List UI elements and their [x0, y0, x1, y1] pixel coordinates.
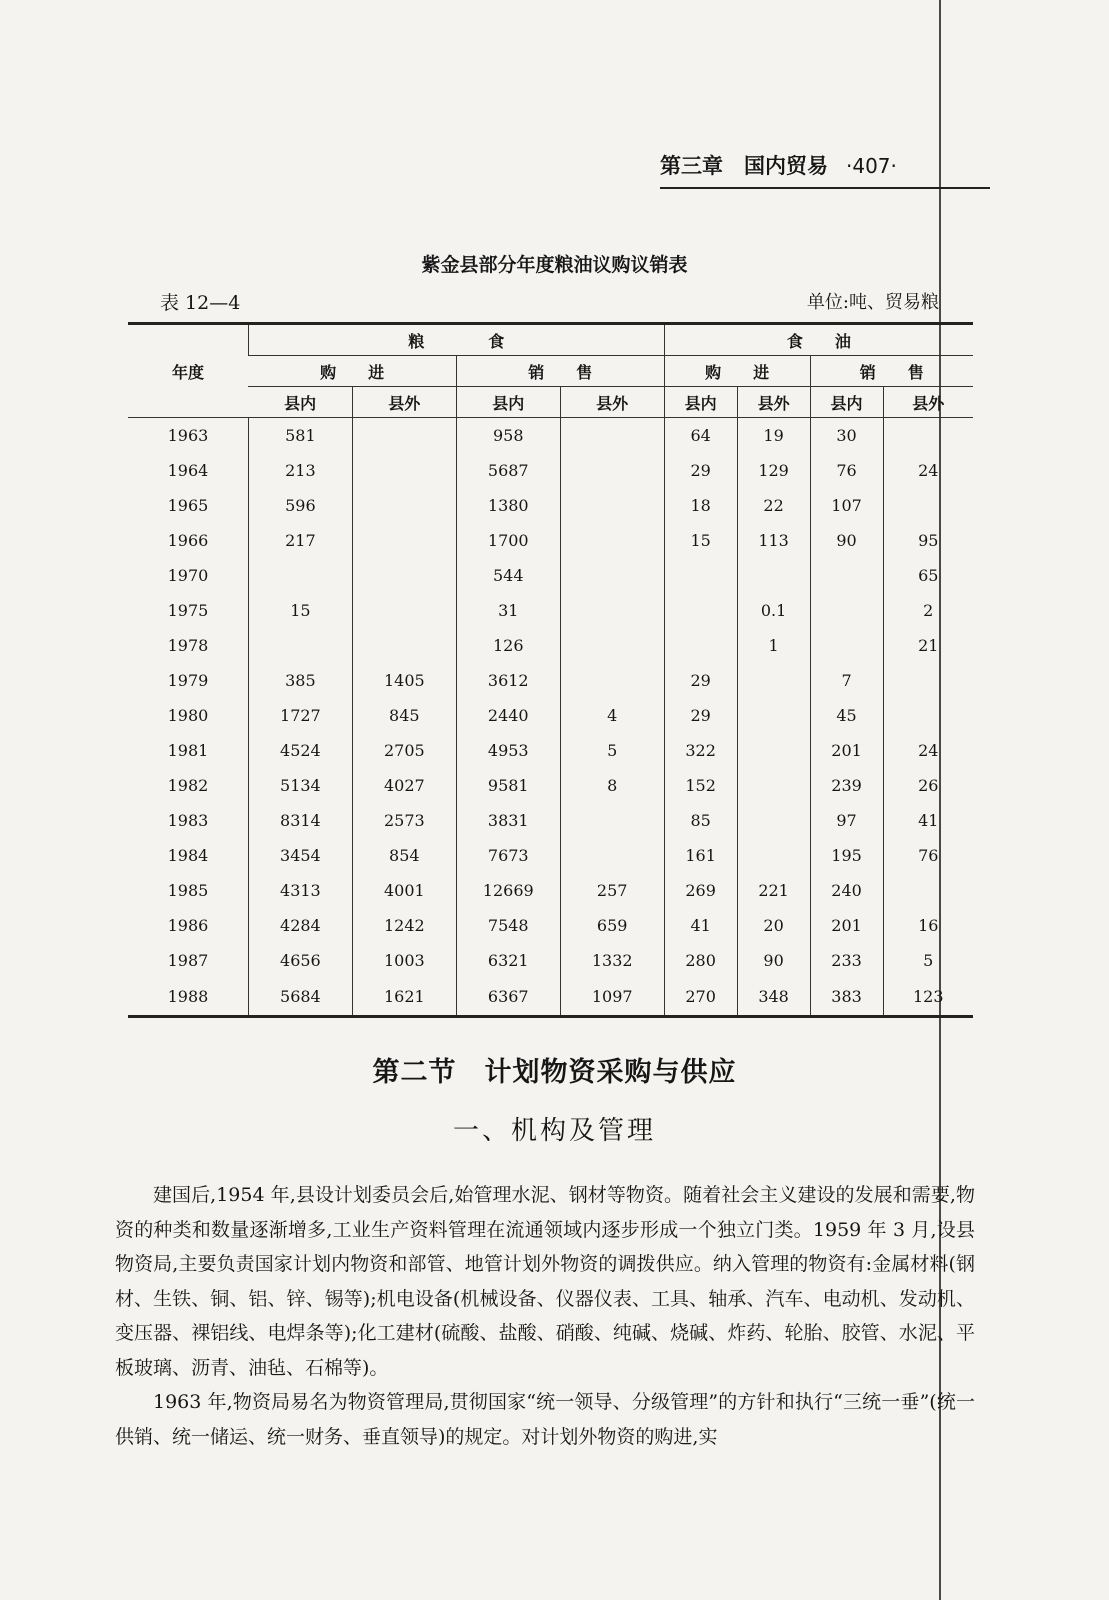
table-cell: 85 — [664, 803, 737, 838]
table-title: 紫金县部分年度粮油议购议销表 — [421, 254, 688, 276]
table-cell — [352, 418, 456, 454]
table-cell: 31 — [456, 593, 560, 628]
table-cell: 15 — [664, 523, 737, 558]
table-cell: 30 — [810, 418, 883, 454]
table-cell — [737, 733, 810, 768]
year-cell: 1988 — [128, 978, 248, 1017]
year-cell: 1965 — [167, 496, 209, 515]
table-cell — [560, 418, 664, 454]
table-row — [128, 698, 973, 733]
in-county-header: 县内 — [456, 387, 560, 418]
table-cell: 269 — [664, 873, 737, 908]
oil-purchase-header: 购 进 — [664, 356, 810, 387]
table-cell — [560, 628, 664, 663]
year-cell: 1975 — [167, 601, 209, 620]
table-cell: 4001 — [352, 873, 456, 908]
year-cell: 1980 — [167, 706, 209, 725]
subsection-title: 一、机构及管理 — [452, 1116, 656, 1146]
table-cell: 4 — [560, 698, 664, 733]
table-cell — [883, 663, 973, 698]
table-cell: 113 — [737, 523, 810, 558]
paragraph: 1963 年,物资局易名为物资管理局,贯彻国家“统一领导、分级管理”的方针和执行“三统一垂”(统一供销、统一储运、统一财务、垂直领导)的规定。对计划外物资的购进,实 — [115, 1391, 975, 1448]
oil-sale-header: 销 售 — [810, 356, 973, 387]
table-cell: 5 — [560, 733, 664, 768]
year-cell: 1970 — [167, 566, 209, 585]
year-cell: 1963 — [167, 426, 209, 445]
grain-oil-table — [128, 322, 973, 1018]
table-cell: 5684 — [248, 978, 352, 1017]
table-cell: 19 — [737, 418, 810, 454]
table-cell: 8314 — [248, 803, 352, 838]
in-county-header: 县内 — [248, 387, 352, 418]
chapter-title: 第三章 国内贸易 — [660, 154, 828, 178]
table-cell: 217 — [248, 523, 352, 558]
table-cell — [810, 593, 883, 628]
out-county-header: 县外 — [883, 387, 973, 418]
table-cell: 348 — [737, 978, 810, 1017]
table-cell: 126 — [456, 628, 560, 663]
table-cell: 201 — [810, 908, 883, 943]
table-body — [128, 418, 973, 1017]
table-row — [128, 558, 973, 593]
table-cell: 95 — [883, 523, 973, 558]
table-row — [128, 628, 973, 663]
table-number: 表 12—4 — [160, 292, 241, 314]
body-text — [115, 1178, 975, 1454]
table-cell: 123 — [883, 978, 973, 1017]
table-unit: 单位:吨、贸易粮 — [806, 292, 939, 313]
table-cell — [248, 628, 352, 663]
table-cell — [737, 698, 810, 733]
table-cell: 97 — [810, 803, 883, 838]
year-cell: 1986 — [167, 916, 209, 935]
table-cell: 9581 — [456, 768, 560, 803]
table-cell — [352, 523, 456, 558]
table-cell: 29 — [664, 453, 737, 488]
table-row — [128, 768, 973, 803]
year-cell: 1966 — [167, 531, 209, 550]
table-cell — [883, 873, 973, 908]
table-row — [128, 803, 973, 838]
table-cell: 6321 — [456, 943, 560, 978]
table-cell — [560, 838, 664, 873]
table-cell: 3831 — [456, 803, 560, 838]
table-cell: 659 — [560, 908, 664, 943]
table-cell: 221 — [737, 873, 810, 908]
table-cell: 0.1 — [737, 593, 810, 628]
table-cell — [810, 628, 883, 663]
table-cell — [352, 593, 456, 628]
table-cell: 240 — [810, 873, 883, 908]
table-cell: 76 — [883, 838, 973, 873]
table-cell: 1097 — [560, 978, 664, 1017]
table-cell: 270 — [664, 978, 737, 1017]
table-cell — [352, 453, 456, 488]
out-county-header: 县外 — [352, 387, 456, 418]
page-number: ·407· — [846, 154, 897, 178]
table-cell: 18 — [664, 488, 737, 523]
year-cell: 1964 — [167, 461, 209, 480]
table-cell: 4524 — [248, 733, 352, 768]
table-cell — [737, 558, 810, 593]
table-cell: 1727 — [248, 698, 352, 733]
table-cell — [664, 593, 737, 628]
table-cell — [248, 558, 352, 593]
table-row — [128, 838, 973, 873]
table-cell: 280 — [664, 943, 737, 978]
table-cell — [664, 628, 737, 663]
table-cell: 6367 — [456, 978, 560, 1017]
table-cell: 213 — [248, 453, 352, 488]
table-cell — [664, 558, 737, 593]
in-county-header: 县内 — [810, 387, 883, 418]
table-cell: 21 — [883, 628, 973, 663]
table-cell: 2573 — [352, 803, 456, 838]
table-cell — [352, 628, 456, 663]
table-cell: 544 — [456, 558, 560, 593]
table-cell — [737, 768, 810, 803]
table-cell: 1 — [737, 628, 810, 663]
table-cell: 1621 — [352, 978, 456, 1017]
table-cell: 4027 — [352, 768, 456, 803]
table-row — [128, 733, 973, 768]
table-cell — [352, 558, 456, 593]
running-head — [660, 150, 990, 180]
grain-header: 粮 食 — [248, 324, 664, 356]
table-cell: 76 — [810, 453, 883, 488]
table-cell: 152 — [664, 768, 737, 803]
table-cell — [560, 663, 664, 698]
table-cell: 7 — [810, 663, 883, 698]
table-cell: 581 — [248, 418, 352, 454]
year-cell: 1984 — [167, 846, 209, 865]
in-county-header: 县内 — [664, 387, 737, 418]
table-cell — [737, 838, 810, 873]
table-cell: 12669 — [456, 873, 560, 908]
table-cell: 29 — [664, 663, 737, 698]
year-cell: 1978 — [167, 636, 209, 655]
table-cell — [560, 488, 664, 523]
table-cell: 1380 — [456, 488, 560, 523]
table-cell: 22 — [737, 488, 810, 523]
table-cell: 41 — [883, 803, 973, 838]
oil-header: 食 油 — [664, 324, 973, 356]
table-cell: 16 — [883, 908, 973, 943]
table-cell: 1242 — [352, 908, 456, 943]
table-cell: 854 — [352, 838, 456, 873]
table-cell — [737, 803, 810, 838]
table-cell: 4656 — [248, 943, 352, 978]
table-cell: 161 — [664, 838, 737, 873]
table-row — [128, 873, 973, 908]
table-cell: 4953 — [456, 733, 560, 768]
out-county-header: 县外 — [560, 387, 664, 418]
table-row — [128, 418, 973, 454]
table-cell — [883, 698, 973, 733]
table-cell: 2 — [883, 593, 973, 628]
section-title: 第二节 计划物资采购与供应 — [372, 1057, 737, 1088]
table-cell: 195 — [810, 838, 883, 873]
year-cell: 1987 — [167, 951, 209, 970]
table-cell — [560, 453, 664, 488]
table-cell: 24 — [883, 733, 973, 768]
table-cell: 239 — [810, 768, 883, 803]
table-cell: 7673 — [456, 838, 560, 873]
table-cell: 257 — [560, 873, 664, 908]
table-cell: 5134 — [248, 768, 352, 803]
table-cell: 1405 — [352, 663, 456, 698]
table-row — [128, 908, 973, 943]
year-cell: 1982 — [167, 776, 209, 795]
table-cell — [560, 558, 664, 593]
header-rule — [660, 187, 990, 189]
table-cell: 90 — [810, 523, 883, 558]
table-cell — [883, 488, 973, 523]
table-cell: 29 — [664, 698, 737, 733]
table-cell — [352, 488, 456, 523]
table-cell: 5687 — [456, 453, 560, 488]
table-cell: 3612 — [456, 663, 560, 698]
table-cell: 1003 — [352, 943, 456, 978]
table-cell: 129 — [737, 453, 810, 488]
table-row — [128, 453, 973, 488]
table-cell: 24 — [883, 453, 973, 488]
table-cell: 596 — [248, 488, 352, 523]
table-cell: 1700 — [456, 523, 560, 558]
table-cell: 26 — [883, 768, 973, 803]
grain-purchase-header: 购 进 — [248, 356, 456, 387]
table-cell: 958 — [456, 418, 560, 454]
table-row — [128, 663, 973, 698]
table-cell — [810, 558, 883, 593]
table-cell: 107 — [810, 488, 883, 523]
year-header: 年度 — [128, 324, 248, 418]
table-cell: 20 — [737, 908, 810, 943]
table-row — [128, 593, 973, 628]
table-cell: 64 — [664, 418, 737, 454]
table-cell: 5 — [883, 943, 973, 978]
table-cell: 845 — [352, 698, 456, 733]
table-cell: 8 — [560, 768, 664, 803]
grain-sale-header: 销 售 — [456, 356, 664, 387]
year-cell: 1981 — [167, 741, 209, 760]
table-cell: 41 — [664, 908, 737, 943]
table-cell: 385 — [248, 663, 352, 698]
table-cell — [560, 523, 664, 558]
table-cell: 45 — [810, 698, 883, 733]
table-cell: 2705 — [352, 733, 456, 768]
table-cell: 1332 — [560, 943, 664, 978]
table-cell: 15 — [248, 593, 352, 628]
year-cell: 1985 — [167, 881, 209, 900]
table-cell: 7548 — [456, 908, 560, 943]
table-cell — [560, 593, 664, 628]
table-cell — [560, 803, 664, 838]
table-row — [128, 488, 973, 523]
table-cell: 65 — [883, 558, 973, 593]
table-cell: 201 — [810, 733, 883, 768]
table-cell: 322 — [664, 733, 737, 768]
table-cell: 233 — [810, 943, 883, 978]
table-cell: 4313 — [248, 873, 352, 908]
table-row — [128, 943, 973, 978]
out-county-header: 县外 — [737, 387, 810, 418]
table-cell — [737, 663, 810, 698]
table-cell: 2440 — [456, 698, 560, 733]
table-cell: 383 — [810, 978, 883, 1017]
year-cell: 1983 — [167, 811, 209, 830]
table-row — [128, 523, 973, 558]
table-cell — [883, 418, 973, 454]
table-cell: 90 — [737, 943, 810, 978]
year-cell: 1979 — [167, 671, 209, 690]
table-cell: 3454 — [248, 838, 352, 873]
table-cell: 4284 — [248, 908, 352, 943]
table-row — [128, 978, 973, 1017]
paragraph: 建国后,1954 年,县设计划委员会后,始管理水泥、钢材等物资。随着社会主义建设的发展和需要,物资的种类和数量逐渐增多,工业生产资料管理在流通领域内逐步形成一个独立门类。1959 年 3 月,设县物资局,主要负责国家计划内物资和部管、地管计划外物资的调拨供应。纳入管理的物资有:金属材料(钢材、生铁、铜、铝、锌、锡等);机电设备(机械设备、仪器仪表、工具、轴承、汽车、电动机、发动机、变压器、裸铝线、电焊条等);化工建材(硫酸、盐酸、硝酸、纯碱、烧碱、炸药、轮胎、胶管、水泥、平板玻璃、沥青、油毡、石棉等)。 — [115, 1184, 975, 1379]
